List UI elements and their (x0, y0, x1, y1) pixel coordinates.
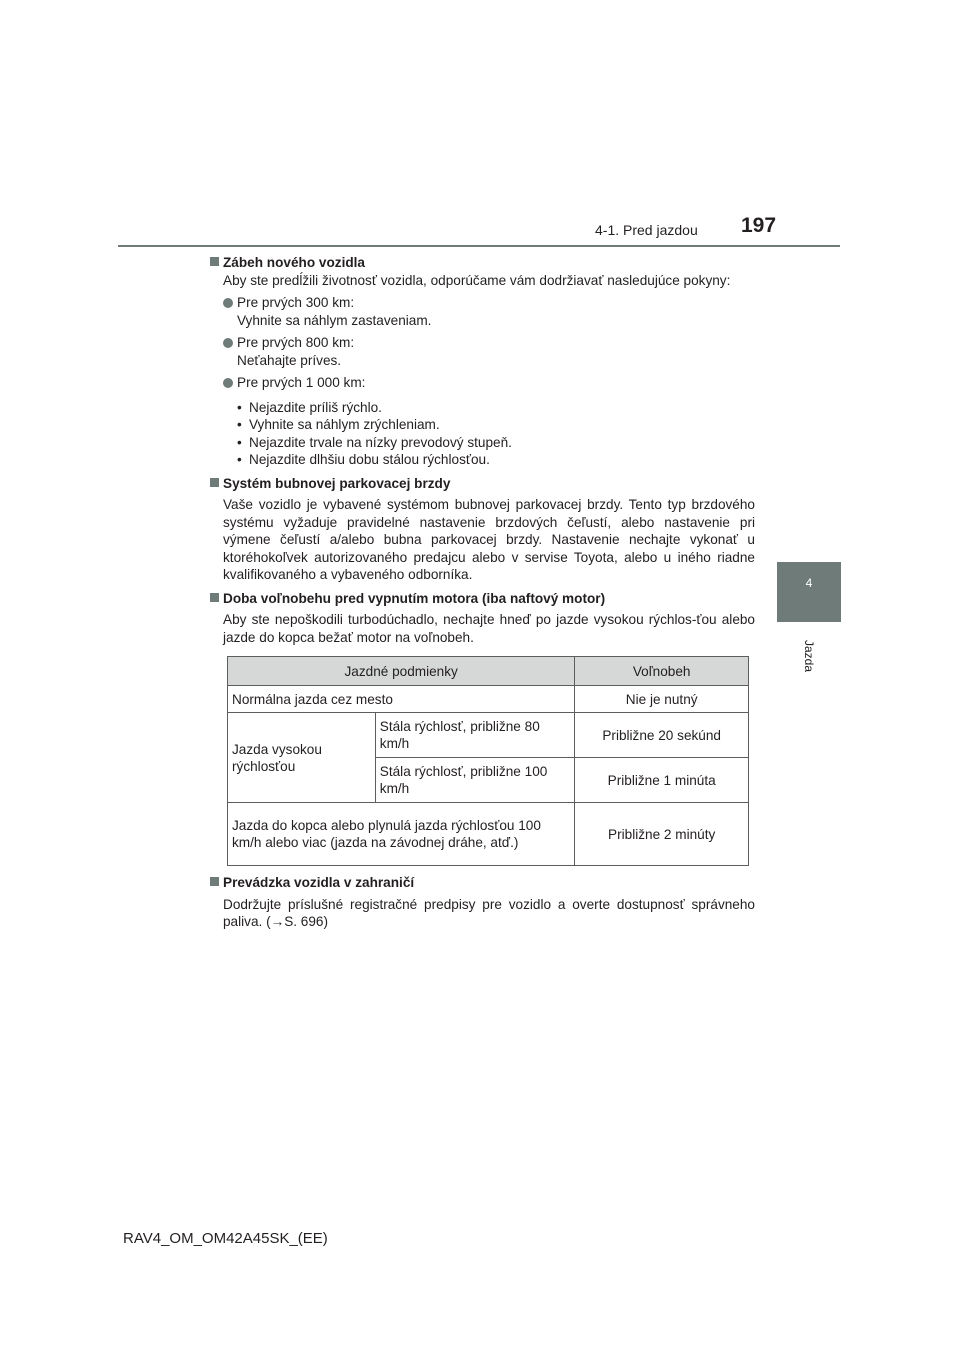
list-item: Pre prvých 300 km: Vyhnite sa náhlym zastaveniam. (223, 294, 755, 329)
table-cell: Normálna jazda cez mesto (228, 686, 575, 713)
section-idle (210, 590, 755, 867)
table-cell: Jazda vysokou rýchlosťou (228, 713, 376, 803)
circle-bullet-icon (223, 378, 233, 388)
column-header: Jazdné podmienky (228, 657, 575, 686)
chapter-tab-number: 4 (805, 576, 813, 590)
section-text: Aby ste nepoškodili turbodúchadlo, nechajte hneď po jazde vysokou rýchlos-ťou alebo jazde do kopca bežať motor na voľnobeh. (223, 612, 755, 645)
square-bullet-icon (210, 478, 219, 487)
section-drum-brake (210, 475, 755, 584)
table-cell: Jazda do kopca alebo plynulá jazda rýchlosťou 100 km/h alebo viac (jazda na závodnej dráhe, atď.) (228, 803, 575, 866)
table-cell: Stála rýchlosť, približne 100 km/h (375, 758, 575, 803)
chapter-tab (777, 562, 841, 622)
sub-list (235, 399, 755, 469)
sub-list-item: • Nejazdite dlhšiu dobu stálou rýchlosťou. (235, 451, 755, 469)
table-row (228, 686, 749, 713)
page-content (210, 254, 755, 931)
sub-list-item: • Nejazdite príliš rýchlo. (235, 399, 755, 417)
square-bullet-icon (210, 257, 219, 266)
sub-list-item: • Vyhnite sa náhlym zrýchleniam. (235, 416, 755, 434)
table-header-row (228, 657, 749, 686)
table-row (228, 713, 749, 758)
section-heading: Zábeh nového vozidla (210, 254, 755, 272)
square-bullet-icon (210, 593, 219, 602)
circle-bullet-icon (223, 298, 233, 308)
section-title: 4-1. Pred jazdou (595, 222, 698, 238)
idle-table (227, 656, 749, 866)
square-bullet-icon (210, 877, 219, 886)
table-cell: Približne 2 minúty (575, 803, 749, 866)
section-abroad (210, 874, 755, 931)
section-text: Dodržujte príslušné registračné predpisy pre vozidlo a overte dostupnosť správneho paliva. (→S. 696) (223, 896, 755, 929)
circle-bullet-icon (223, 338, 233, 348)
list-item: Pre prvých 1 000 km: (223, 374, 755, 392)
header-divider (118, 245, 840, 247)
section-heading: Systém bubnovej parkovacej brzdy (210, 475, 755, 493)
column-header: Voľnobeh (575, 657, 749, 686)
table-cell: Približne 20 sekúnd (575, 713, 749, 758)
document-code: RAV4_OM_OM42A45SK_(EE) (123, 1230, 328, 1247)
chapter-tab-label: Jazda (802, 640, 816, 673)
list-item: Pre prvých 800 km: Neťahajte príves. (223, 334, 755, 369)
sub-list-item: • Nejazdite trvale na nízky prevodový stupeň. (235, 434, 755, 452)
section-heading: Prevádzka vozidla v zahraničí (210, 874, 755, 892)
section-text: Vaše vozidlo je vybavené systémom bubnovej parkovacej brzdy. Tento typ brzdového systému vyžaduje pravidelné nastavenie brzdových čeľustí, alebo nastavenie pri výmene čeľustí a/alebo bubna parkovacej brzdy. Nastavenie nechajte vykonať u ktoréhokoľvek autorizovaného predajcu alebo v servise Toyota, alebo u iného riadne kvalifikovaného a vybaveného odborníka. (223, 497, 755, 582)
table-row (228, 803, 749, 866)
table-cell: Nie je nutný (575, 686, 749, 713)
table-cell: Stála rýchlosť, približne 80 km/h (375, 713, 575, 758)
page-number: 197 (741, 214, 777, 237)
section-break-in (210, 254, 755, 469)
section-heading: Doba voľnobehu pred vypnutím motora (iba naftový motor) (210, 590, 755, 608)
section-text: Aby ste predĺžili životnosť vozidla, odporúčame vám dodržiavať nasledujúce pokyny: (223, 272, 731, 288)
table-cell: Približne 1 minúta (575, 758, 749, 803)
